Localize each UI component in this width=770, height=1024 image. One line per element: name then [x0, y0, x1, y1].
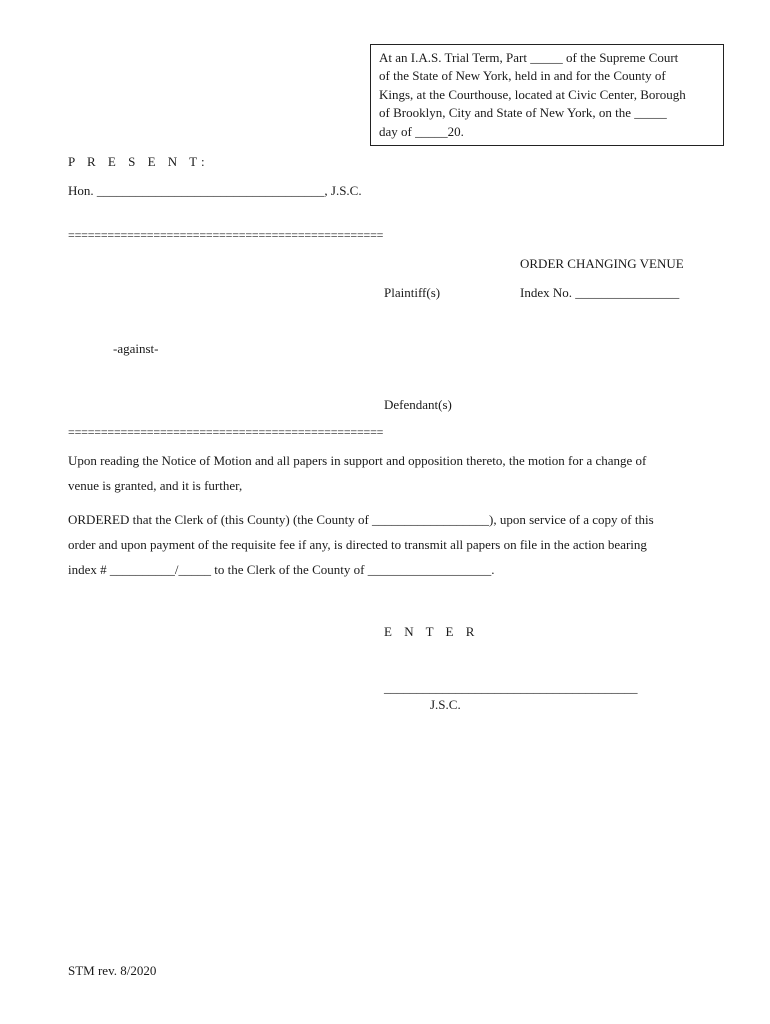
body-paragraph-2-line-3: index # __________/_____ to the Clerk of the County of ___________________.	[68, 562, 495, 577]
caption-line: of Brooklyn, City and State of New York, on the _____	[379, 105, 667, 121]
caption-line: Kings, at the Courthouse, located at Civic Center, Borough	[379, 86, 686, 102]
caption-line: day of _____20.	[379, 123, 464, 139]
body-paragraph-1-line-1: Upon reading the Notice of Motion and all papers in support and opposition thereto, the motion for a change of	[68, 453, 647, 468]
caption-separator-bottom: ================================================	[68, 425, 384, 439]
present-label: P R E S E N T:	[68, 154, 210, 169]
enter-label: E N T E R	[384, 624, 479, 639]
form-footer: STM rev. 8/2020	[68, 963, 157, 978]
body-paragraph-1-line-2: venue is granted, and it is further,	[68, 478, 243, 493]
body-paragraph-2-line-1: ORDERED that the Clerk of (this County) (the County of __________________), upon service of a copy of this	[68, 512, 654, 527]
caption-line: of the State of New York, held in and for the County of	[379, 68, 666, 84]
court-term-caption-box	[370, 44, 724, 146]
against-label: -against-	[113, 341, 159, 356]
signature-line: _______________________________________	[384, 680, 638, 695]
caption-separator-top: ================================================	[68, 228, 384, 242]
body-paragraph-2-line-2: order and upon payment of the requisite fee if any, is directed to transmit all papers on file in the action bearing	[68, 537, 647, 552]
signature-caption: J.S.C.	[430, 697, 461, 712]
judge-name-line: Hon. ___________________________________, J.S.C.	[68, 183, 362, 198]
index-number-field: Index No. ________________	[520, 285, 680, 300]
defendant-label: Defendant(s)	[384, 397, 452, 412]
caption-line: At an I.A.S. Trial Term, Part _____ of the Supreme Court	[379, 50, 679, 65]
order-title: ORDER CHANGING VENUE	[520, 256, 684, 271]
plaintiff-label: Plaintiff(s)	[384, 285, 441, 300]
